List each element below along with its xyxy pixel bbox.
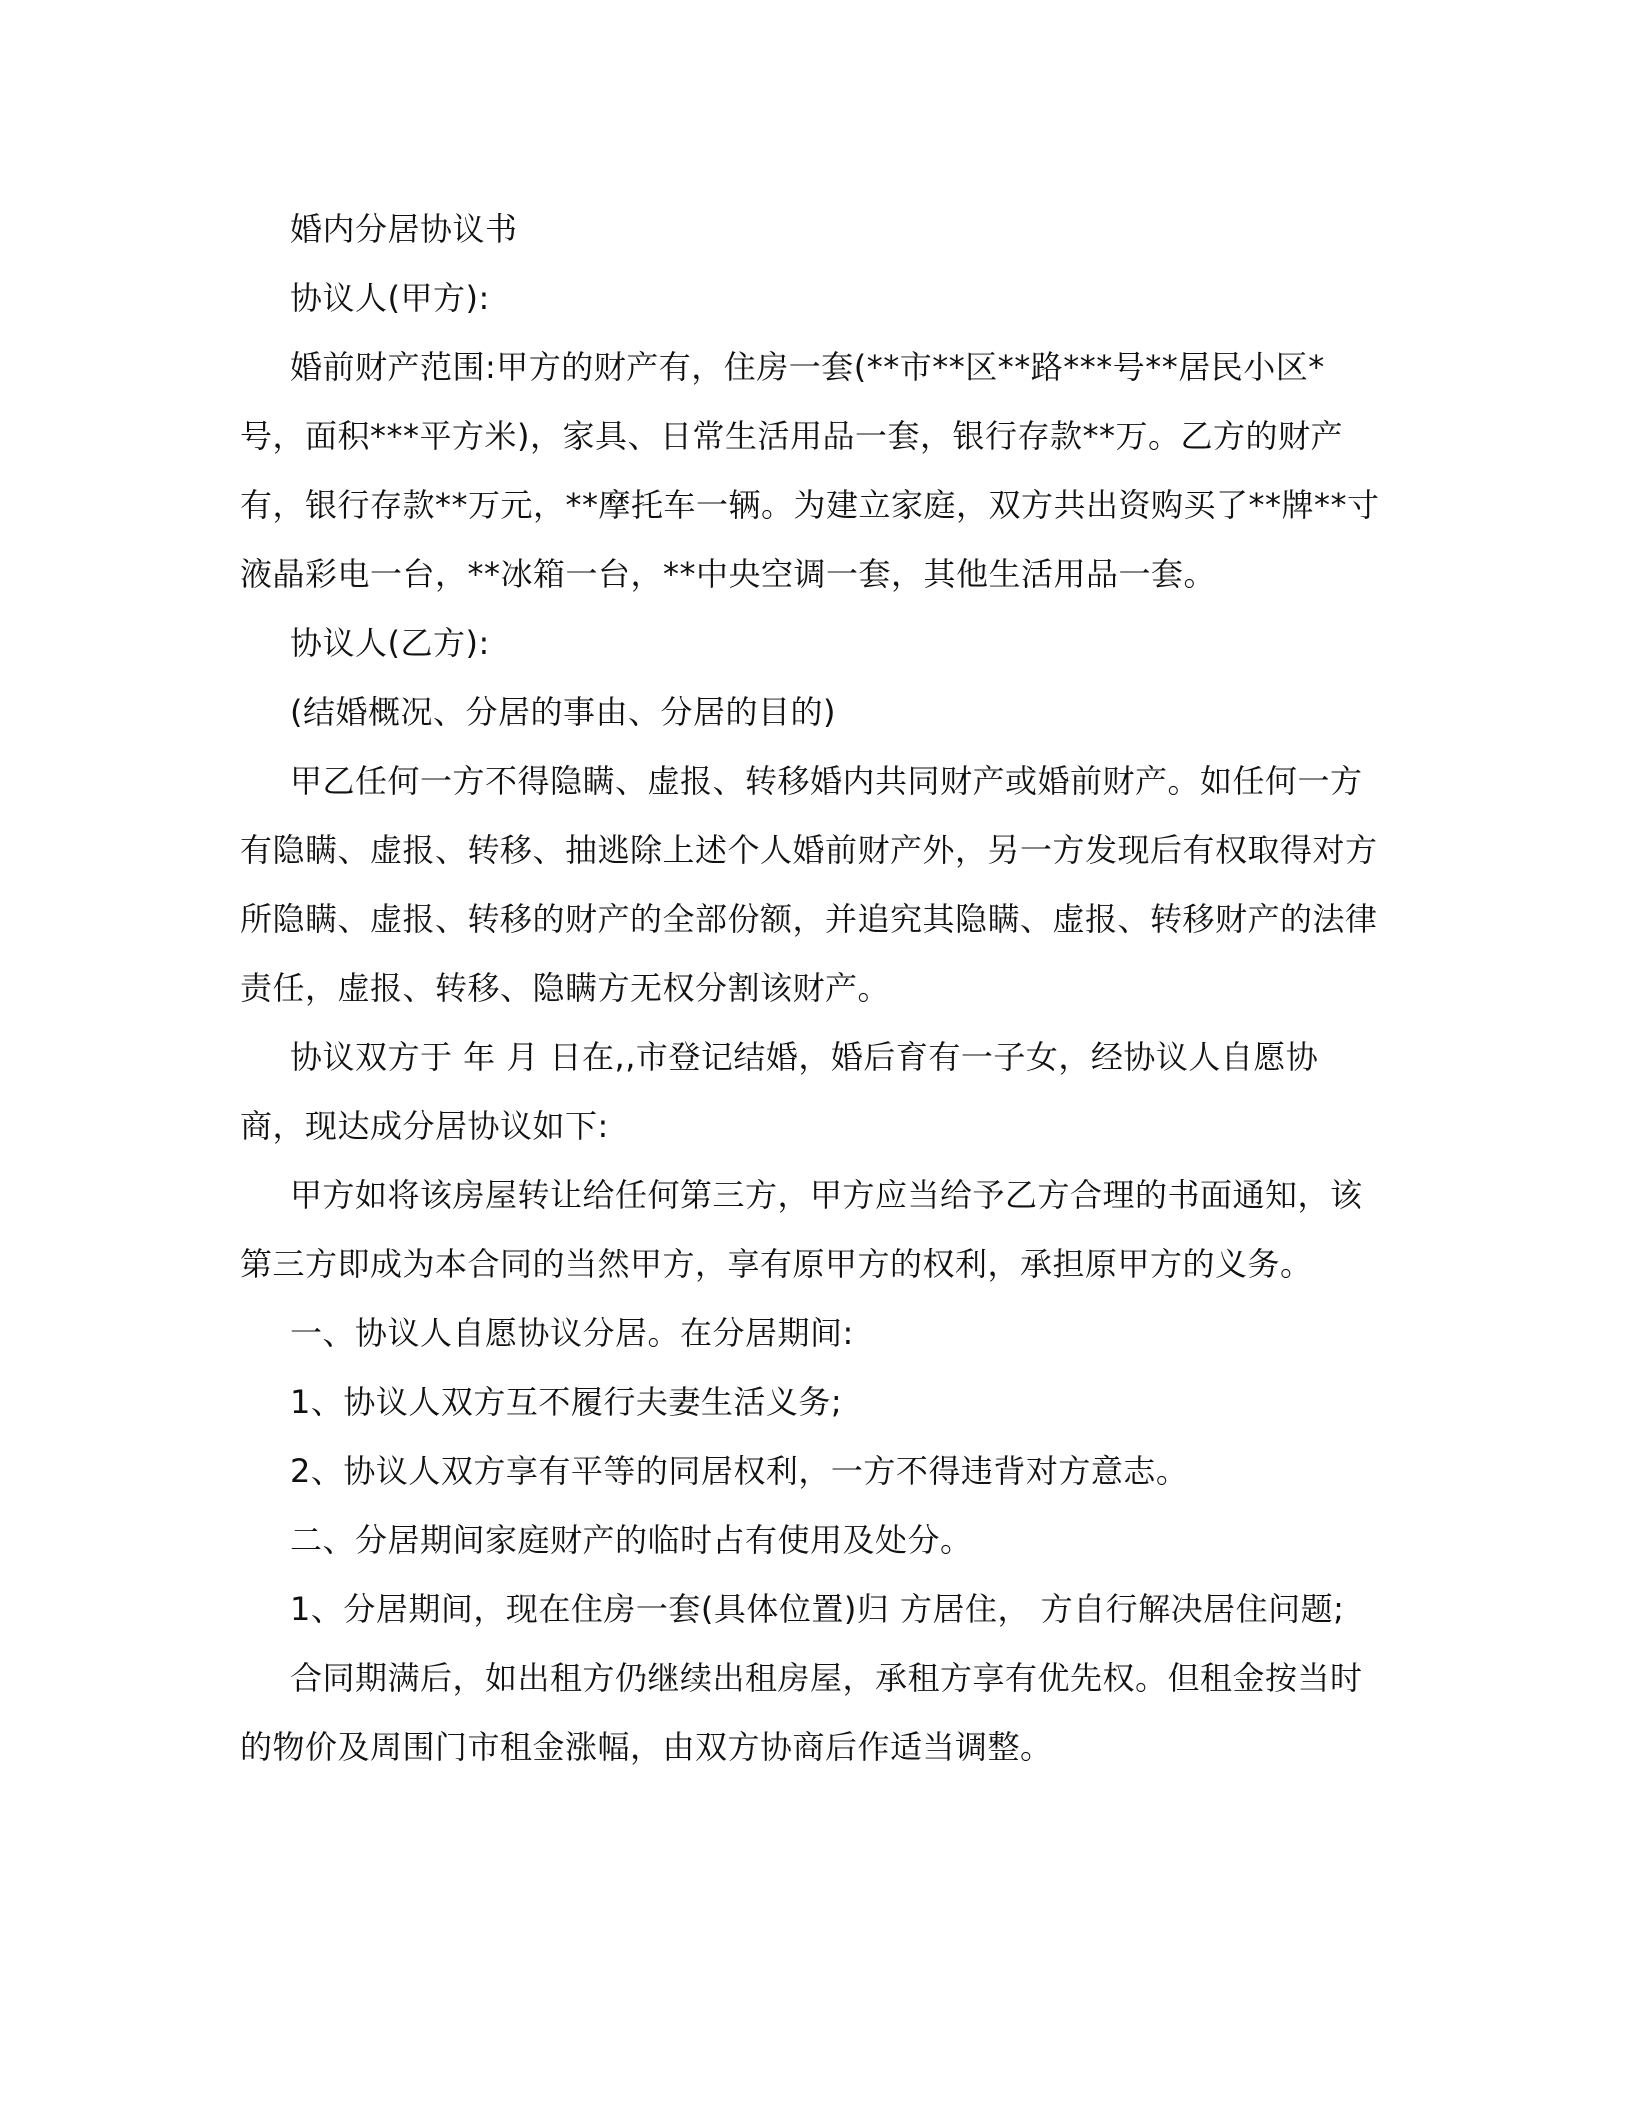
section-two-heading: 二、分居期间家庭财产的临时占有使用及处分。 — [290, 1521, 973, 1559]
marriage-registration-paragraph: 协议双方于 年 月 日在,,市登记结婚，婚后育有一子女，经协议人自愿协商，现达成分居协议如下: — [240, 1038, 1319, 1145]
premarital-property-paragraph: 婚前财产范围:甲方的财产有，住房一套(**市**区**路***号**居民小区*号，面积***平方米)，家具、日常生活用品一套，银行存款**万。乙方的财产有，银行存款**万元，**摩托车一辆。为建立家庭，双方共出资购买了**牌**寸液晶彩电一台，**冰箱一台，**中央空调一套，其他生活用品一套。 — [240, 348, 1380, 593]
property-transfer-paragraph: 甲方如将该房屋转让给任何第三方，甲方应当给予乙方合理的书面通知，该第三方即成为本合同的当然甲方，享有原甲方的权利，承担原甲方的义务。 — [240, 1176, 1363, 1283]
party-b-line: 协议人(乙方): — [290, 624, 490, 662]
section-two-item-1: 1、分居期间，现在住房一套(具体位置)归 方居住， 方自行解决居住问题; — [290, 1590, 1345, 1628]
lease-renewal-paragraph: 合同期满后，如出租方仍继续出租房屋，承租方享有优先权。但租金按当时的物价及周围门市租金涨幅，由双方协商后作适当调整。 — [240, 1659, 1363, 1766]
document-title: 婚内分居协议书 — [290, 210, 518, 248]
marriage-overview-note: (结婚概况、分居的事由、分居的目的) — [290, 693, 836, 731]
document-page — [240, 195, 1380, 1782]
section-one-item-2: 2、协议人双方享有平等的同居权利，一方不得违背对方意志。 — [290, 1452, 1189, 1490]
concealment-clause-paragraph: 甲乙任何一方不得隐瞒、虚报、转移婚内共同财产或婚前财产。如任何一方有隐瞒、虚报、转移、抽逃除上述个人婚前财产外，另一方发现后有权取得对方所隐瞒、虚报、转移的财产的全部份额，并追究其隐瞒、虚报、转移财产的法律责任，虚报、转移、隐瞒方无权分割该财产。 — [240, 762, 1378, 1007]
section-one-item-1: 1、协议人双方互不履行夫妻生活义务; — [290, 1383, 843, 1421]
party-a-line: 协议人(甲方): — [290, 279, 490, 317]
section-one-heading: 一、协议人自愿协议分居。在分居期间: — [290, 1314, 854, 1352]
